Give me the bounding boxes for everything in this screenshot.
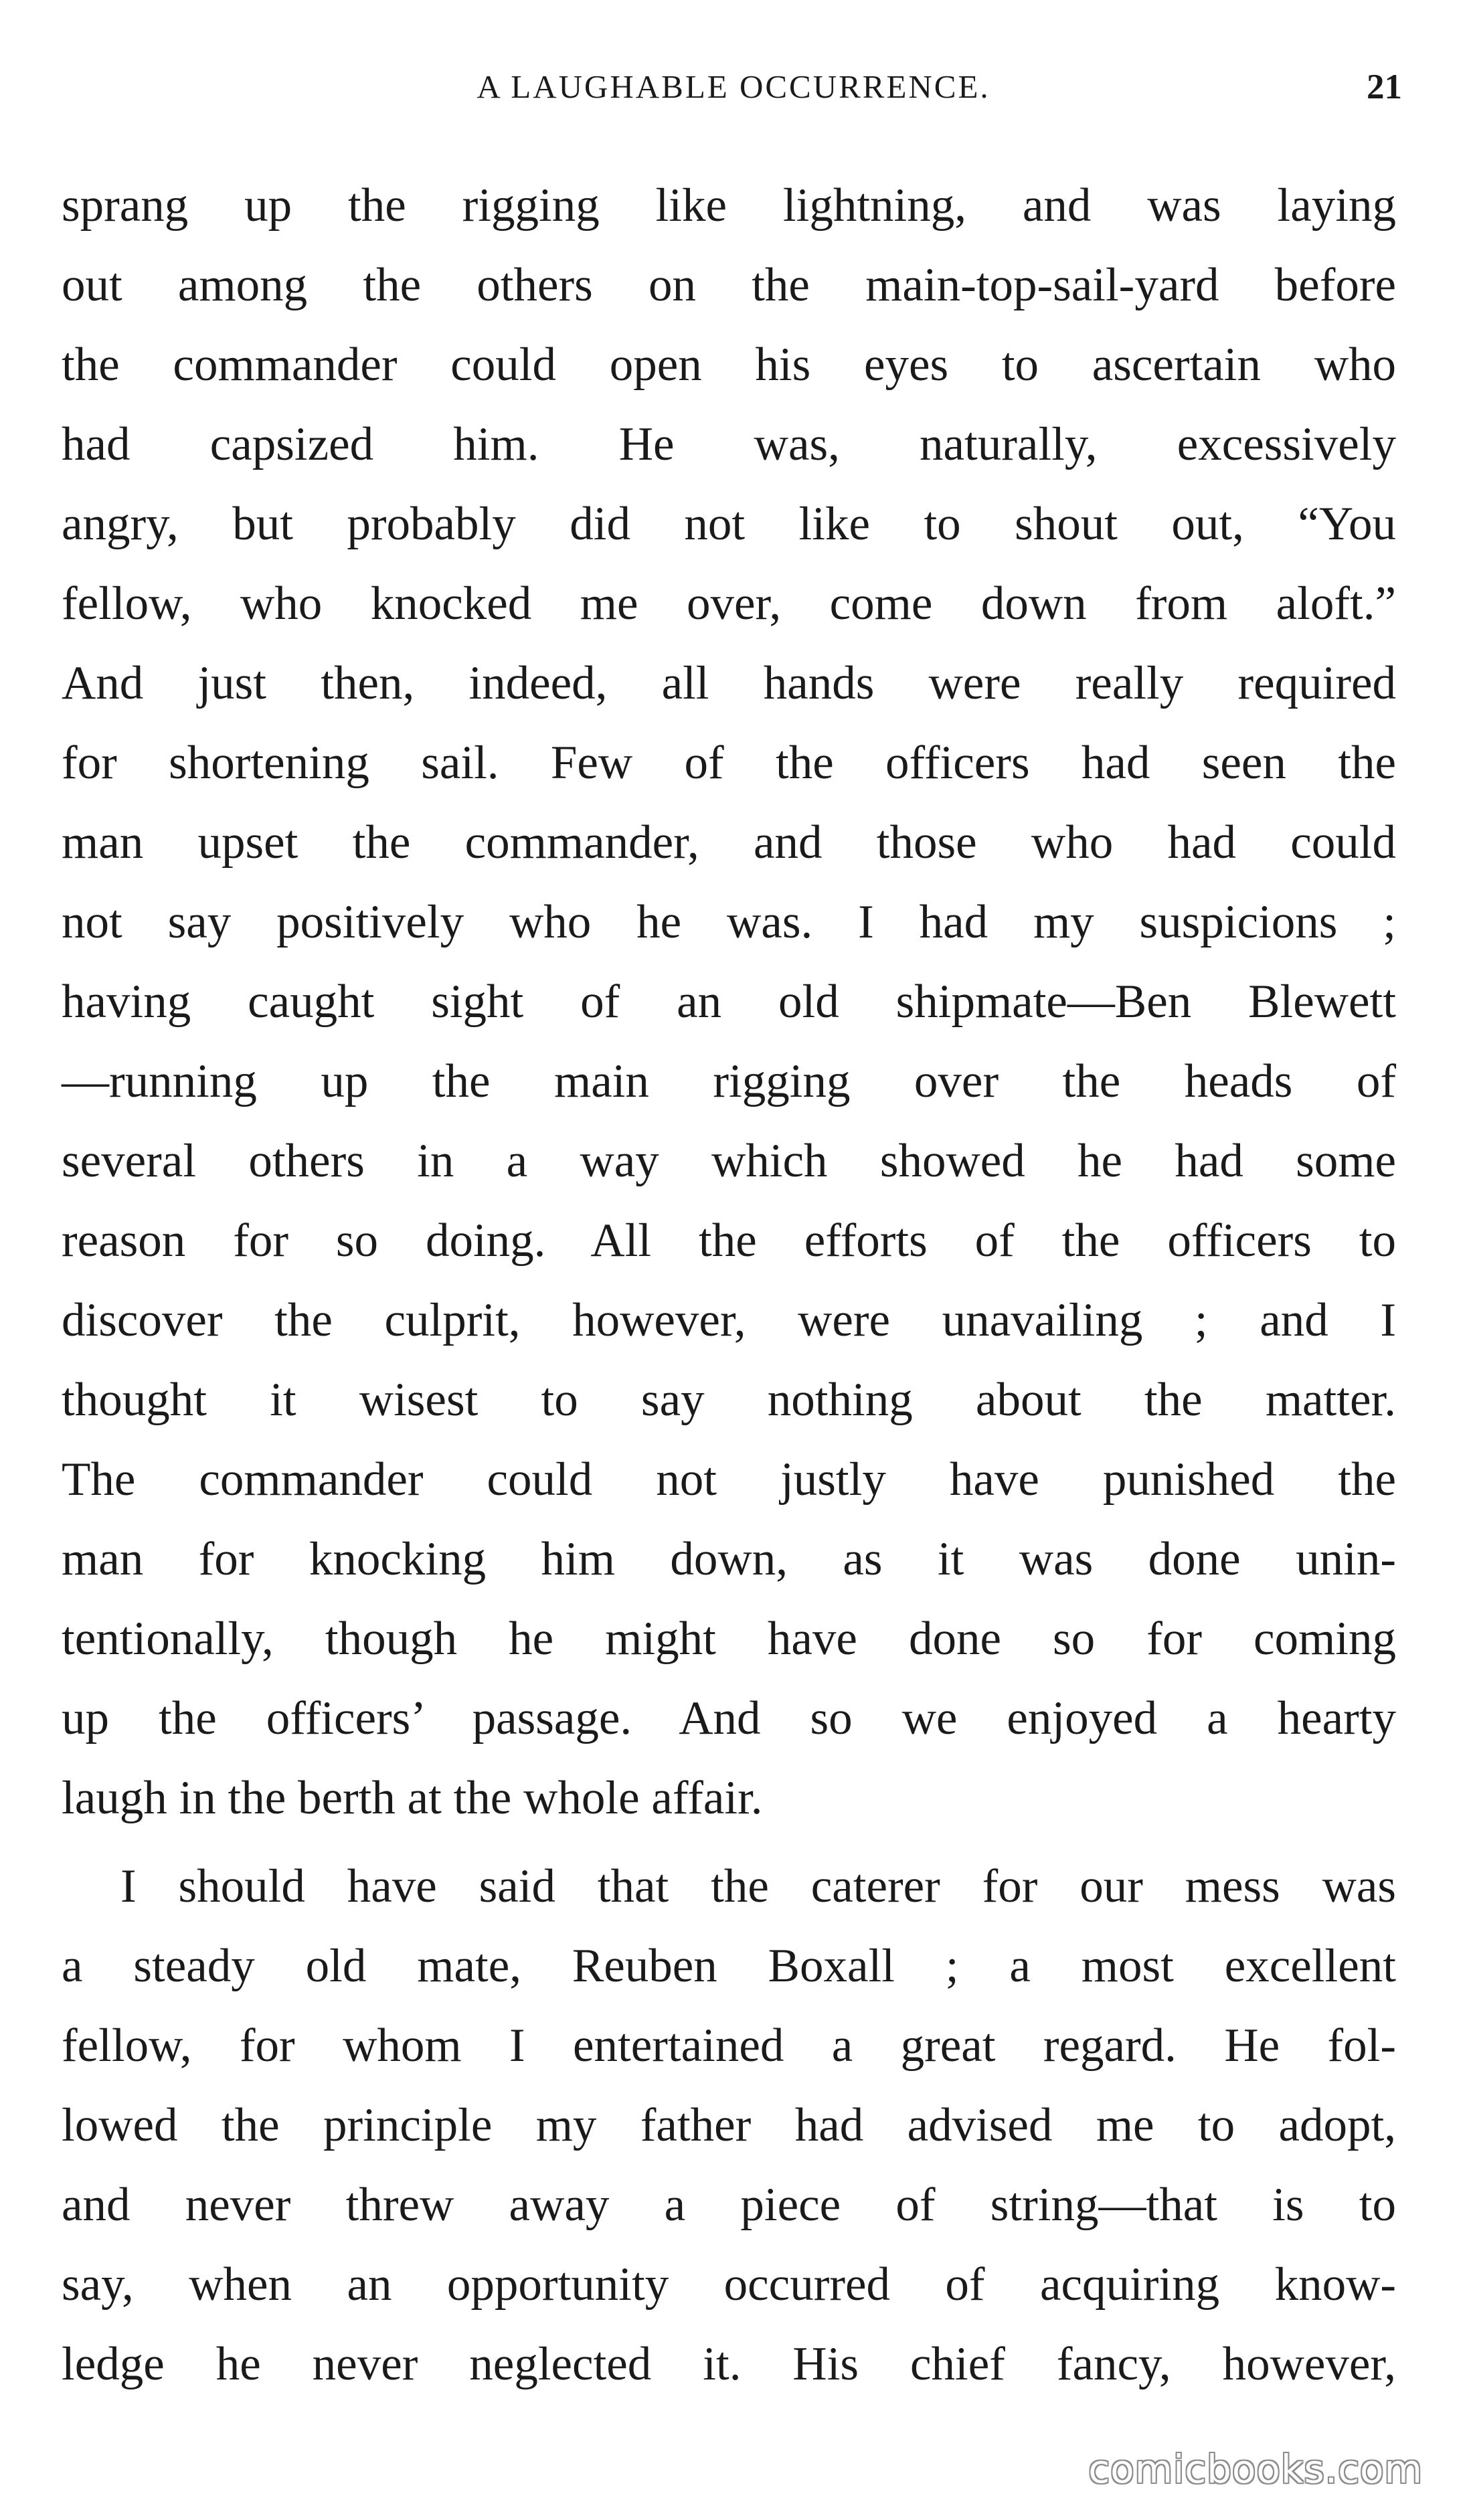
running-title: A LAUGHABLE OCCURRENCE. [477, 68, 990, 105]
text-line: say, when an opportunity occurred of acquiring know- [62, 2258, 1396, 2311]
text-line: The commander could not justly have punished the [62, 1453, 1396, 1506]
text-line: several others in a way which showed he had some [62, 1135, 1396, 1187]
text-line: tentionally, though he might have done so for coming [62, 1613, 1396, 1665]
text-line: man for knocking him down, as it was done unin- [62, 1533, 1396, 1585]
paragraph-break [62, 1838, 1396, 1847]
text-line: lowed the principle my father had advised me to adopt, [62, 2099, 1396, 2151]
body-text [62, 166, 1396, 2404]
text-line: —running up the main rigging over the heads of [62, 1055, 1396, 1107]
text-line: up the officers’ passage. And so we enjoyed a hearty [62, 1692, 1396, 1744]
watermark: comicbooks.com [1088, 2446, 1423, 2492]
text-line: a steady old mate, Reuben Boxall ; a most excellent [62, 1940, 1396, 1992]
text-line: fellow, who knocked me over, come down from aloft.” [62, 577, 1396, 630]
text-line: out among the others on the main-top-sail-yard before [62, 259, 1396, 311]
text-line: laugh in the berth at the whole affair. [62, 1772, 763, 1824]
text-line: ledge he never neglected it. His chief fancy, however, [62, 2338, 1396, 2390]
text-line: and never threw away a piece of string—that is to [62, 2179, 1396, 2231]
running-head [0, 64, 1467, 110]
text-line: the commander could open his eyes to ascertain who [62, 339, 1396, 391]
text-line: reason for so doing. All the efforts of the officers to [62, 1214, 1396, 1267]
text-line: angry, but probably did not like to shout out, “You [62, 498, 1396, 550]
text-line: for shortening sail. Few of the officers had seen the [62, 737, 1396, 789]
text-line: I should have said that the caterer for our mess was [120, 1860, 1396, 1912]
text-line: fellow, for whom I entertained a great regard. He fol- [62, 2019, 1396, 2072]
text-line: man upset the commander, and those who had could [62, 816, 1396, 869]
text-line: thought it wisest to say nothing about the matter. [62, 1374, 1396, 1426]
text-line: sprang up the rigging like lightning, and was laying [62, 179, 1396, 232]
text-line: having caught sight of an old shipmate—Ben Blewett [62, 976, 1396, 1028]
text-line: And just then, indeed, all hands were really required [62, 657, 1396, 709]
text-line: had capsized him. He was, naturally, excessively [62, 418, 1396, 470]
page-number: 21 [1367, 68, 1402, 106]
text-line: not say positively who he was. I had my suspicions ; [62, 896, 1396, 948]
text-line: discover the culprit, however, were unavailing ; and I [62, 1294, 1396, 1346]
